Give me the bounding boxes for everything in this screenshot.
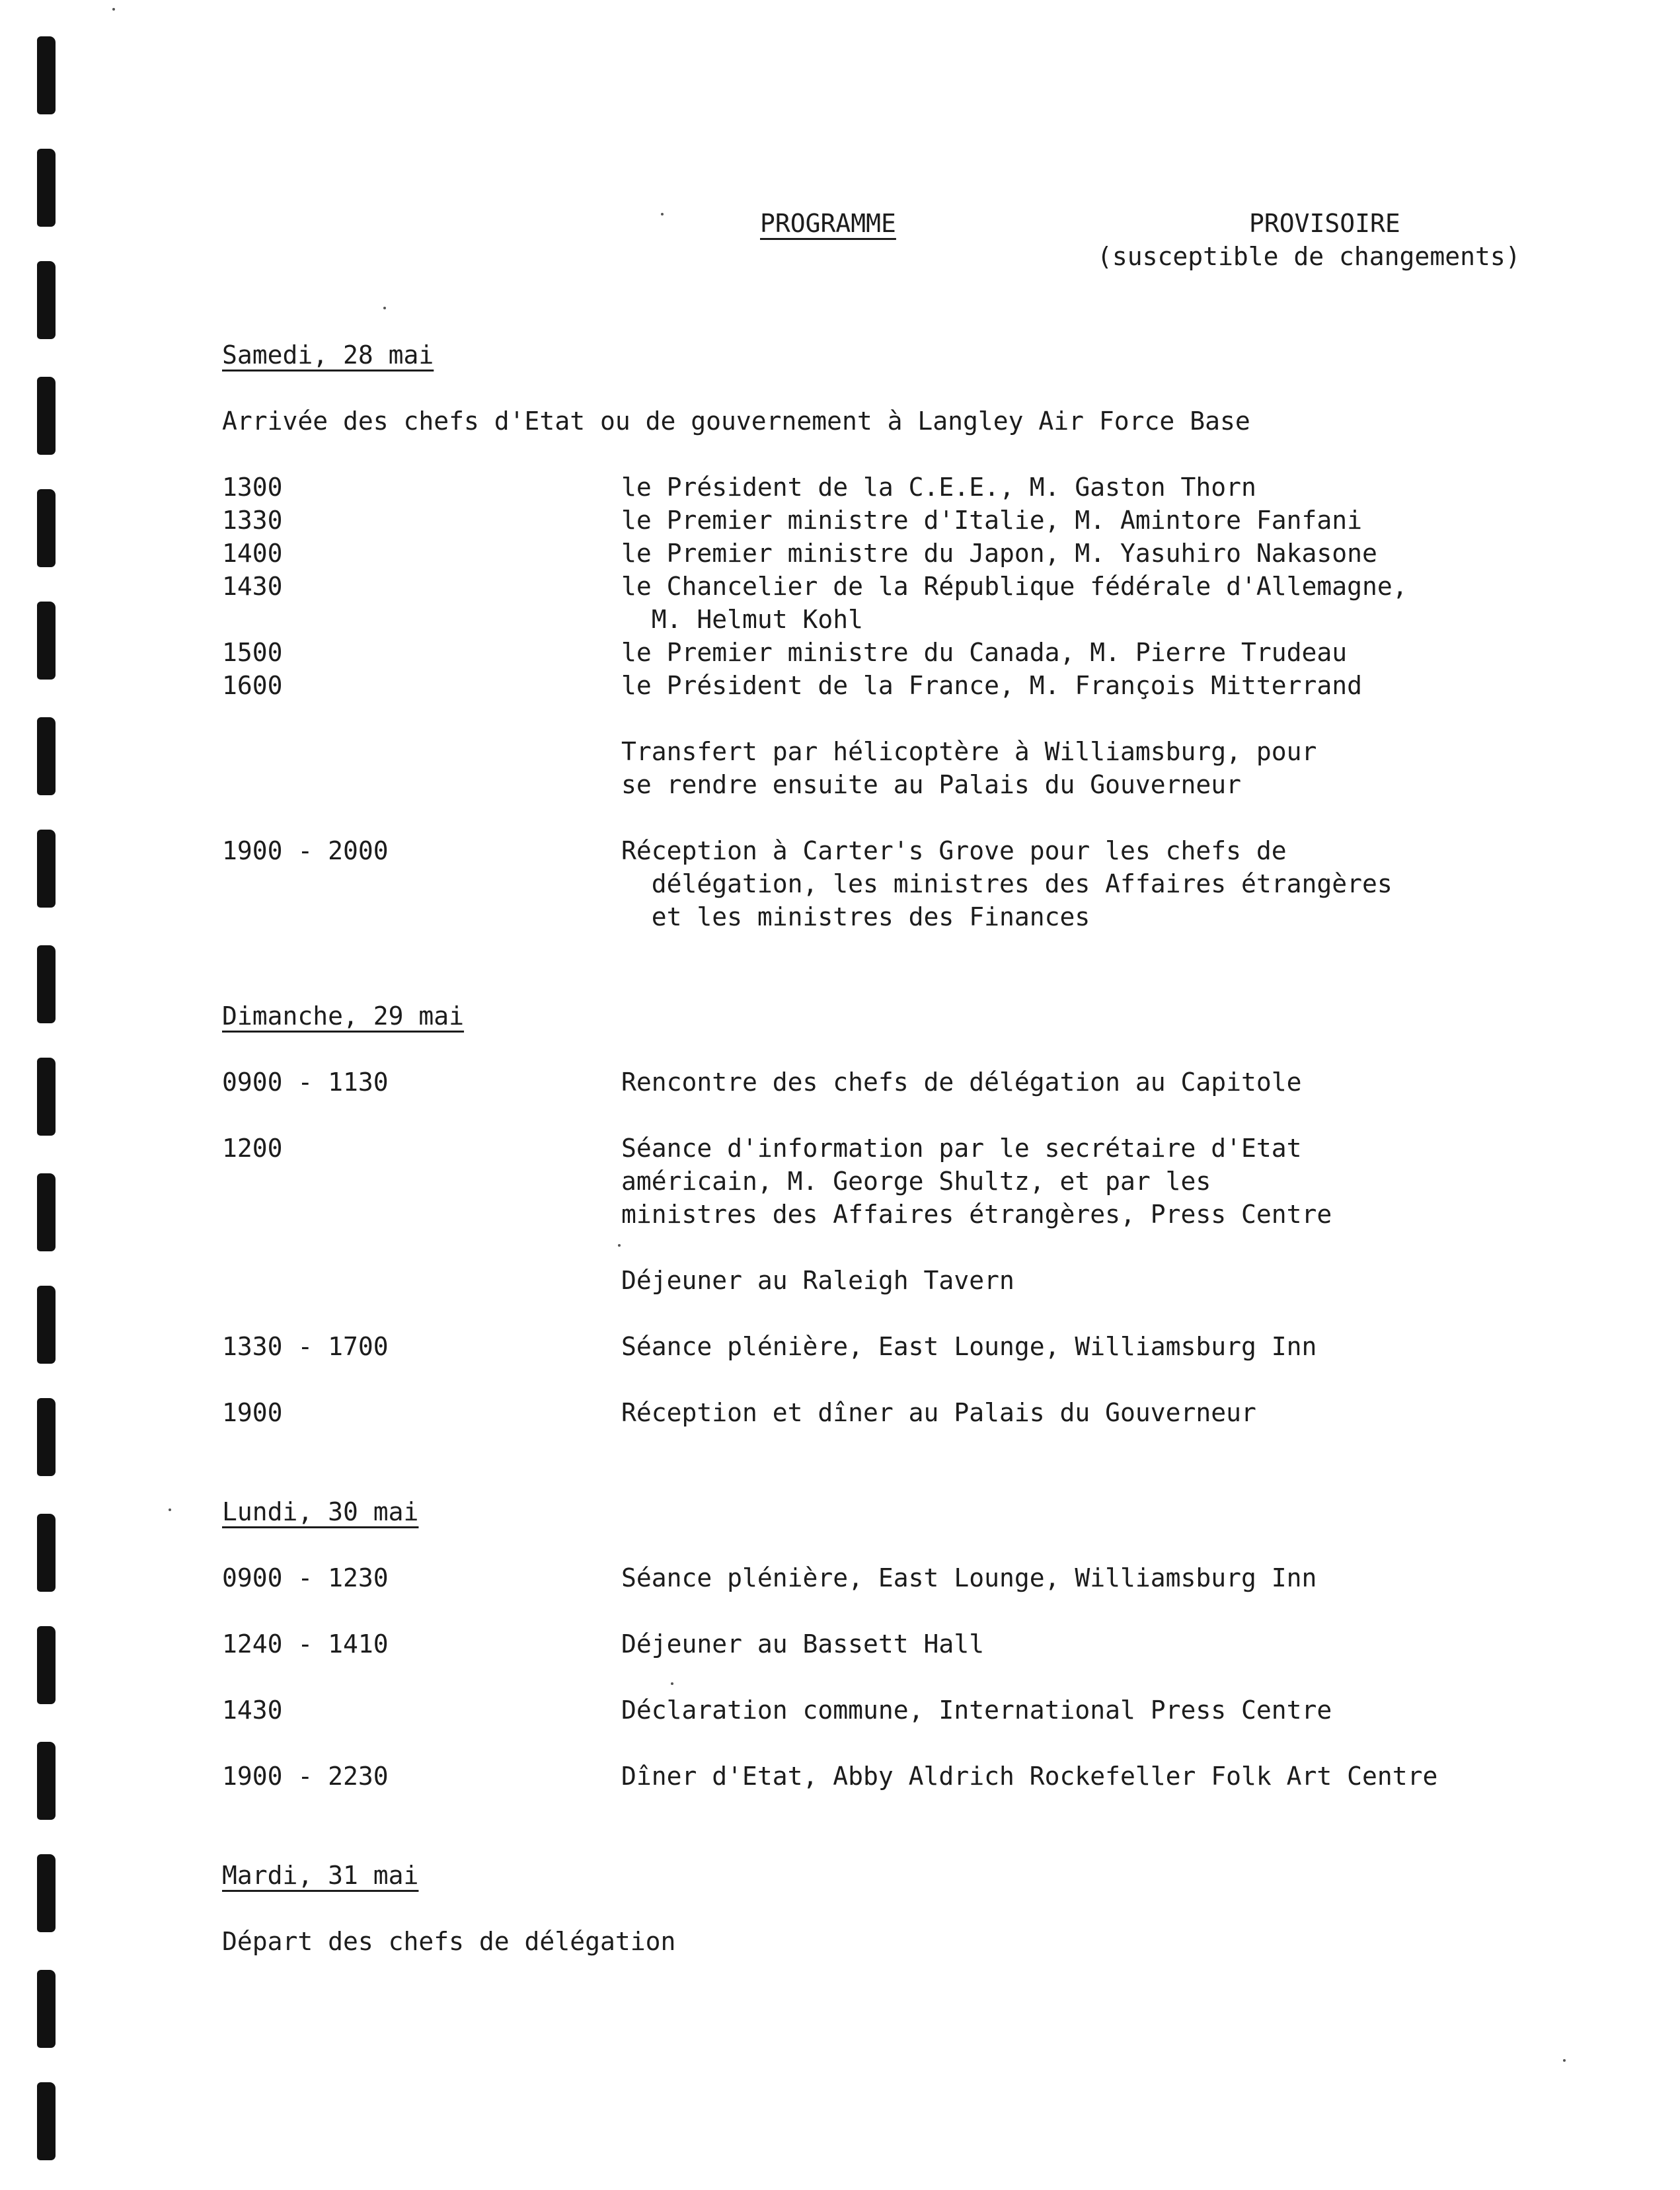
binder-hole	[37, 1742, 56, 1820]
event-description: le Premier ministre du Japon, M. Yasuhiro Nakasone	[621, 539, 1377, 568]
event-time: 1430	[222, 1696, 283, 1725]
scan-speck	[169, 1508, 171, 1511]
binder-hole	[37, 1626, 56, 1704]
binder-hole	[37, 830, 56, 908]
event-time: 1430	[222, 572, 283, 601]
binder-hole	[37, 261, 56, 339]
event-time: 1500	[222, 638, 283, 667]
status-note: (susceptible de changements)	[1097, 242, 1521, 271]
binder-hole	[37, 1970, 56, 2048]
scan-speck	[112, 8, 115, 11]
binder-hole	[37, 36, 56, 114]
binder-hole	[37, 489, 56, 567]
day-heading: Lundi, 30 mai	[222, 1497, 419, 1526]
event-description: Séance plénière, East Lounge, Williamsburg Inn	[621, 1332, 1317, 1361]
day-heading: Mardi, 31 mai	[222, 1861, 419, 1890]
event-description: se rendre ensuite au Palais du Gouverneur	[621, 770, 1241, 799]
event-description: le Premier ministre d'Italie, M. Amintore Fanfani	[621, 506, 1363, 535]
event-time: 1240 - 1410	[222, 1629, 389, 1659]
day-intro: Arrivée des chefs d'Etat ou de gouvernement à Langley Air Force Base	[222, 407, 1250, 436]
scan-speck	[383, 307, 386, 309]
event-time: 1300	[222, 473, 283, 502]
event-time: 0900 - 1230	[222, 1563, 389, 1592]
event-time: 0900 - 1130	[222, 1068, 389, 1097]
event-description: délégation, les ministres des Affaires étrangères	[621, 869, 1393, 898]
event-description: américain, M. George Shultz, et par les	[621, 1167, 1211, 1196]
event-description: M. Helmut Kohl	[621, 605, 864, 634]
binder-hole	[37, 2082, 56, 2160]
binder-hole	[37, 945, 56, 1023]
event-time: 1600	[222, 671, 283, 700]
event-time: 1330	[222, 506, 283, 535]
binder-hole	[37, 1058, 56, 1136]
event-description: Dîner d'Etat, Abby Aldrich Rockefeller Folk Art Centre	[621, 1762, 1438, 1791]
event-description: et les ministres des Finances	[621, 902, 1090, 931]
event-description: Réception et dîner au Palais du Gouverneur	[621, 1398, 1256, 1427]
event-time: 1200	[222, 1134, 283, 1163]
event-description: Déjeuner au Bassett Hall	[621, 1629, 985, 1659]
binder-hole	[37, 602, 56, 680]
binder-hole	[37, 717, 56, 795]
event-time: 1900	[222, 1398, 283, 1427]
event-description: Rencontre des chefs de délégation au Capitole	[621, 1068, 1302, 1097]
binder-holes	[0, 0, 73, 2190]
binder-hole	[37, 1286, 56, 1364]
event-description: Déclaration commune, International Press Centre	[621, 1696, 1332, 1725]
event-time: 1330 - 1700	[222, 1332, 389, 1361]
binder-hole	[37, 1173, 56, 1251]
event-time: 1900 - 2000	[222, 836, 389, 865]
event-description: le Premier ministre du Canada, M. Pierre Trudeau	[621, 638, 1348, 667]
day-intro: Départ des chefs de délégation	[222, 1927, 676, 1956]
day-heading: Dimanche, 29 mai	[222, 1001, 465, 1031]
binder-hole	[37, 377, 56, 455]
event-time: 1900 - 2230	[222, 1762, 389, 1791]
scan-speck	[661, 213, 664, 215]
event-description: Transfert par hélicoptère à Williamsburg, pour	[621, 737, 1317, 766]
binder-hole	[37, 1398, 56, 1476]
event-description: Séance d'information par le secrétaire d'Etat	[621, 1134, 1302, 1163]
event-description: ministres des Affaires étrangères, Press Centre	[621, 1200, 1332, 1229]
binder-hole	[37, 1854, 56, 1932]
binder-hole	[37, 1514, 56, 1592]
scan-speck	[1563, 2059, 1566, 2062]
event-description: Réception à Carter's Grove pour les chefs de	[621, 836, 1287, 865]
event-description: Séance plénière, East Lounge, Williamsburg Inn	[621, 1563, 1317, 1592]
scan-speck	[671, 1682, 673, 1685]
event-description: le Chancelier de la République fédérale d'Allemagne,	[621, 572, 1408, 601]
event-description: le Président de la France, M. François Mitterrand	[621, 671, 1363, 700]
event-time: 1400	[222, 539, 283, 568]
page-title: PROGRAMME	[760, 209, 896, 238]
event-description: Déjeuner au Raleigh Tavern	[621, 1266, 1014, 1295]
scan-speck	[618, 1244, 621, 1247]
event-description: le Président de la C.E.E., M. Gaston Thorn	[621, 473, 1256, 502]
day-heading: Samedi, 28 mai	[222, 340, 434, 370]
status-label: PROVISOIRE	[1249, 209, 1400, 238]
binder-hole	[37, 149, 56, 227]
